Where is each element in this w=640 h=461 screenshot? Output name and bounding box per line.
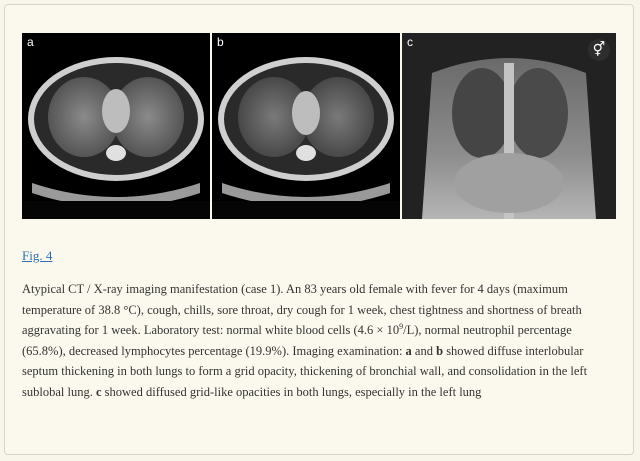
caption-text-4: showed diffused grid-like opacities in both lungs, especially in the left lung bbox=[101, 384, 482, 399]
figure-caption bbox=[22, 279, 618, 403]
panel-label-a: a bbox=[27, 35, 34, 49]
caption-text-1: Atypical CT / X-ray imaging manifestation (case 1). An 83 years old female with fever for 4 days (maximum temperature of 38.8 °C), cough, chills, sore throat, dry cough for 1 week, chest tightness and shortness of breath aggravating for 1 week. Laboratory test: normal white blood cells (4.6 × 10 bbox=[22, 282, 582, 338]
ct-scan-a-image bbox=[22, 33, 210, 219]
figure-link[interactable]: Fig. 4 bbox=[22, 248, 53, 263]
ct-panel-a bbox=[22, 33, 210, 219]
ct-scan-b-image bbox=[212, 33, 400, 219]
caption-text-2: /L), normal neutrophil percentage (65.8%), decreased lymphocytes percentage (19.9%). Imaging examination: bbox=[22, 323, 572, 358]
ct-panel-b bbox=[212, 33, 400, 219]
panel-label-c: c bbox=[407, 35, 413, 49]
panel-label-b: b bbox=[217, 35, 224, 49]
caption-bold-b: b bbox=[436, 343, 444, 358]
xray-image bbox=[402, 33, 616, 219]
xray-panel-c bbox=[402, 33, 616, 219]
caption-and: and bbox=[411, 343, 437, 358]
caption-bold-c: c bbox=[95, 384, 102, 399]
caption-superscript: 9 bbox=[399, 322, 404, 332]
figure-image[interactable] bbox=[22, 33, 616, 219]
caption-text-3: showed diffuse interlobular septum thickening in both lungs to form a grid opacity, thickening of bronchial wall, and consolidation in the left sublobal lung. bbox=[22, 343, 588, 399]
caption-bold-a: a bbox=[405, 343, 412, 358]
female-symbol-icon: ⚥ bbox=[588, 39, 610, 61]
